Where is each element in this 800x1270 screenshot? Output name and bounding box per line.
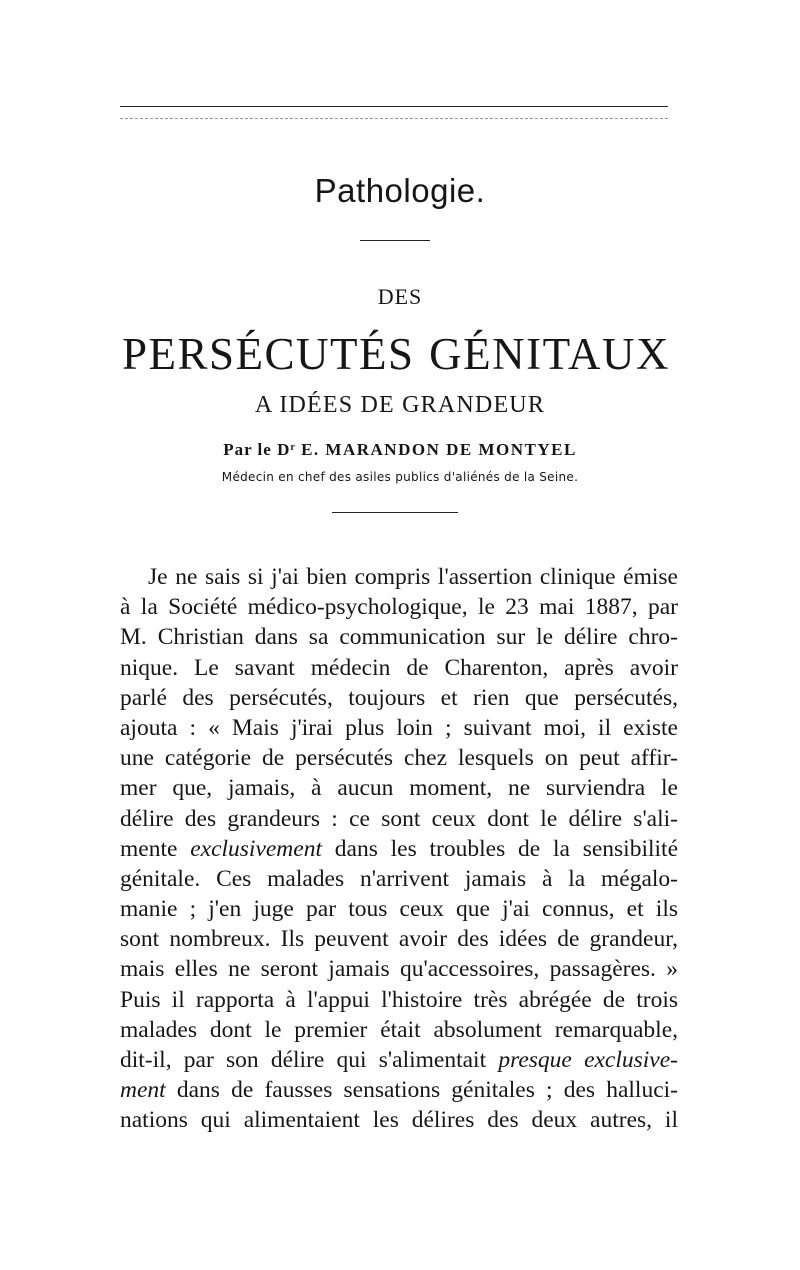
body-line: Puis il rapporta à l'appui l'histoire très abrégée de trois: [120, 986, 678, 1013]
byline: [0, 440, 800, 460]
article-subtitle: A IDÉES DE GRANDEUR: [254, 392, 546, 418]
body-line: mer que, jamais, à aucun moment, ne surviendra le: [120, 775, 678, 802]
body-line: ment dans de fausses sensations génitales ; des halluci-: [120, 1077, 678, 1104]
article-title: [122, 328, 670, 380]
article-body: [120, 562, 678, 1136]
title-divider: [332, 512, 458, 513]
author-affiliation: Médecin en chef des asiles publics d'aliénés de la Seine.: [221, 470, 579, 484]
header-rule-faint: [120, 118, 668, 119]
emphasis-text: presque exclusive-: [498, 1047, 678, 1073]
article-pre-title: DES: [377, 284, 423, 309]
body-line: une catégorie de persécutés chez lesquels on peut affir-: [120, 745, 678, 772]
body-line: mente exclusivement dans les troubles de la sensibilité: [120, 835, 678, 862]
author-name: E. MARANDON DE MONTYEL: [301, 440, 577, 459]
section-title: Pathologie.: [314, 172, 486, 209]
body-line: à la Société médico-psychologique, le 23 mai 1887, par: [120, 594, 678, 621]
body-line: sont nombreux. Ils peuvent avoir des idées de grandeur,: [120, 926, 678, 953]
body-line: nations qui alimentaient les délires des deux autres, il: [120, 1107, 678, 1134]
body-line: dit-il, par son délire qui s'alimentait presque exclusive-: [120, 1047, 678, 1073]
byline-prefix: Par le: [223, 440, 272, 459]
emphasis-text: exclusivement: [190, 835, 322, 862]
body-line: manie ; j'en juge par tous ceux que j'ai connus, et ils: [120, 896, 678, 923]
body-line: nique. Le savant médecin de Charenton, après avoir: [120, 654, 678, 681]
body-line: Je ne sais si j'ai bien compris l'assertion clinique émise: [148, 564, 678, 590]
body-line: génitale. Ces malades n'arrivent jamais à la mégalo-: [120, 865, 678, 892]
emphasis-text: ment: [120, 1077, 166, 1104]
body-line: M. Christian dans sa communication sur le délire chro-: [120, 624, 678, 651]
body-line: ajouta : « Mais j'irai plus loin ; suivant moi, il existe: [120, 714, 678, 741]
article-title-word-1: PERSÉCUTÉS: [122, 329, 415, 379]
body-line: parlé des persécutés, toujours et rien que persécutés,: [120, 684, 678, 711]
header-rule: [120, 106, 668, 107]
body-line: mais elles ne seront jamais qu'accessoires, passagères. »: [120, 956, 678, 983]
article-title-word-2: GÉNITAUX: [429, 329, 670, 379]
byline-title: $D^r$: [277, 440, 296, 459]
section-divider: [360, 240, 430, 241]
body-line: malades dont le premier était absolument remarquable,: [120, 1016, 678, 1043]
body-line: délire des grandeurs : ce sont ceux dont le délire s'ali-: [120, 805, 678, 832]
